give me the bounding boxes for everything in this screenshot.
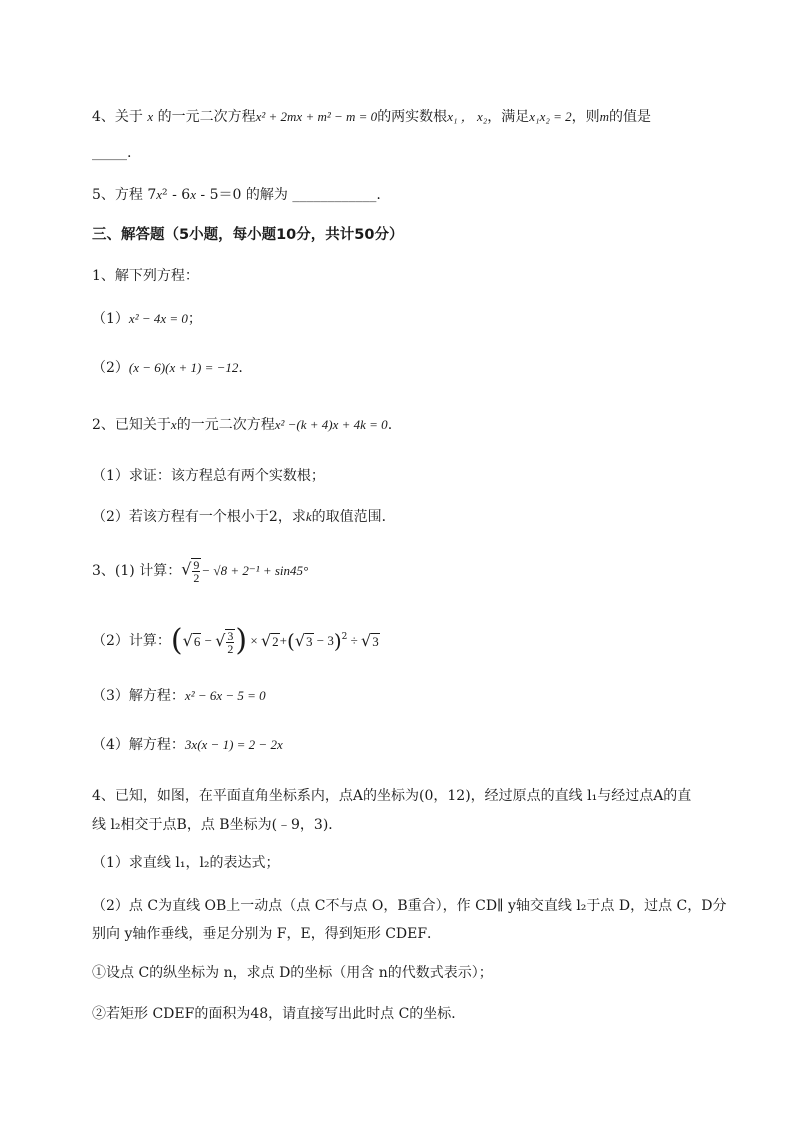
p3-paren-close: ) <box>235 623 248 658</box>
p3-frac2-den: 2 <box>227 642 234 657</box>
q4-mid4: ，则 <box>571 109 600 125</box>
q4-var-m: m <box>599 109 610 124</box>
p2-item2-b: 的取值范围． <box>311 509 396 525</box>
p1-item1-equation: x² − 4x = 0 <box>128 311 188 326</box>
p3-sqrt2-rad: 2 <box>272 633 279 649</box>
p3-item3-label: （3）解方程： <box>92 688 185 704</box>
p3-sqrt-frac: √ $\frac{9}{2}$ <box>181 558 200 585</box>
q4-line <box>92 107 651 127</box>
q5-text-c: - 5＝0 的解为 ____________. <box>195 187 381 203</box>
p3-item3 <box>92 686 266 706</box>
p1-item2-end: . <box>238 360 243 376</box>
p3-paren-open: ( <box>170 623 183 658</box>
p3-sqrt-frac2: √ $\frac{3}{2}$ <box>215 629 234 657</box>
q4-blank: _____. <box>92 145 132 161</box>
p2-mid: 的一元二次方程 <box>176 417 275 433</box>
p3-item4-equation: 3x(x − 1) = 2 − 2x <box>184 737 283 752</box>
p1-item1-end: ； <box>187 311 202 327</box>
p3-item4-label: （4）解方程： <box>92 737 185 753</box>
p2-var-x: x <box>170 417 177 432</box>
q5-line <box>92 185 381 205</box>
q4-mid3: ，满足 <box>487 109 530 125</box>
section-3-title: 三、解答题（5小题，每小题10分，共计50分） <box>92 227 404 243</box>
q4-equation: x² + 2mx + m² − m = 0 <box>255 109 378 124</box>
p2-end: . <box>387 417 393 433</box>
p1-item2-equation: (x − 6)(x + 1) = −12 <box>128 360 239 375</box>
p2-item2-a: （2）若该方程有一个根小于2，求 <box>92 509 306 525</box>
p3-item2-label: （2）计算： <box>92 633 171 649</box>
p4-item2-line1: （2）点 C为直线 OB上一动点（点 C不与点 O，B重合），作 CD∥ y轴交直线 l₂于点 D，过点 C，D分 <box>92 898 727 914</box>
p4-line2: 线 l₂相交于点B，点 B坐标为(﹣9，3)． <box>92 817 343 833</box>
q4-condition: x₁x₂ = 2 <box>529 109 572 124</box>
p3-item1 <box>92 558 308 584</box>
q4-mid2: 的两实数根 <box>377 109 448 125</box>
p3-frac2-num: 3 <box>227 629 234 644</box>
p4-sub1: ①设点 C的纵坐标为 n，求点 D的坐标（用含 n的代数式表示）； <box>92 965 493 981</box>
p3-sqrt3a: √3 <box>294 630 313 650</box>
q4-mid1: 的一元二次方程 <box>153 109 256 125</box>
p3-item3-equation: x² − 6x − 5 = 0 <box>184 688 266 703</box>
p1-item1-label: （1） <box>92 311 129 327</box>
p3-sqrt3b: √3 <box>361 630 379 650</box>
p4-item2-line2: 别向 y轴作垂线，垂足分别为 F，E，得到矩形 CDEF． <box>92 926 442 942</box>
p3-sqrt3a-rad: 3 <box>306 633 313 649</box>
p2-item1: （1）求证：该方程总有两个实数根； <box>92 468 325 484</box>
p3-sqrt2: √2 <box>260 630 279 650</box>
q5-text-b: ² - 6 <box>162 187 191 203</box>
p3-item1-label: 3、(1) 计算： <box>92 563 182 579</box>
p1-item1 <box>92 309 202 329</box>
q4-prefix: 4、关于 <box>92 109 148 125</box>
p2-var-k: k <box>305 509 312 524</box>
p4-item1: （1）求直线 l₁，l₂的表达式； <box>92 855 280 871</box>
q4-suffix: 的值是 <box>609 109 652 125</box>
p4-sub2: ②若矩形 CDEF的面积为48，请直接写出此时点 C的坐标． <box>92 1006 466 1022</box>
p3-sqrt3b-rad: 3 <box>372 633 379 649</box>
p3-item4 <box>92 735 283 755</box>
q5-var-x2: x <box>190 187 196 202</box>
p3-frac-num: 9 <box>193 558 200 572</box>
p3-frac-9-2 <box>192 559 200 584</box>
p3-item1-expr: − √8 + 2⁻¹ + sin45° <box>201 563 309 578</box>
p3-item2: （2）计算：(√6 − √ $\frac{3}{2}$ ) × $√2+(√3 - 3)^2 \div √3$ <box>92 623 379 658</box>
p3-sqrt6-rad: 6 <box>193 633 201 649</box>
p2-equation: x² −(k + 4)x + 4k = 0 <box>274 417 388 432</box>
p2-item2 <box>92 507 396 527</box>
p2-prefix: 2、已知关于 <box>92 417 171 433</box>
p4-line1: 4、已知，如图，在平面直角坐标系内，点A的坐标为(0，12)，经过原点的直线 l₁与经过点A的直 <box>92 788 692 804</box>
p1-title: 1、解下列方程： <box>92 268 199 284</box>
q5-text-a: 5、方程 7 <box>92 187 157 203</box>
q4-var-x: x <box>147 109 154 124</box>
p2-line <box>92 415 392 435</box>
p1-item2-label: （2） <box>92 360 129 376</box>
q5-var-x: x <box>156 187 163 202</box>
p3-sqrt6: √6 <box>182 630 201 650</box>
p3-frac-den: 2 <box>193 571 200 585</box>
p1-item2 <box>92 358 243 378</box>
q4-roots: x₁ ， x₂ <box>447 109 488 124</box>
